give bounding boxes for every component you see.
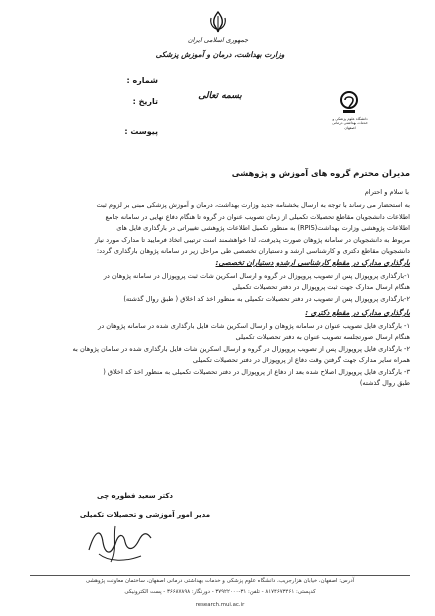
paragraph [33,200,410,258]
footer-address: آدرس: اصفهان، خیابان هزارجریب، دانشگاه علوم پزشکی و خدمات بهداشتی درمانی اصفهان، ساختمان معاونت پژوهشی [85,578,355,584]
ministry-title: وزارت بهداشت، درمان و آموزش پزشکی [155,50,285,59]
list-item: طبق روال گذشته) [359,379,410,388]
attachment-label: پیوست : [124,127,158,136]
section2-list [33,321,410,389]
number-label: شماره : [126,76,158,85]
list-item: هنگام ارسال صورتجلسه تصویب عنوان به دفتر تحصیلات تکمیلی [235,333,410,342]
section2-title: بارگذاری مدارک در مقطع دکتری : [305,308,410,317]
footer-contact: کدپستی: ۸۱۷۴۶۷۳۴۶۱ - تلفن: ۳۱-۳۷۹۲۲۰۰۰ - دورنگار: ۳۶۶۸۷۸۹۸ - پست الکترونیکی [124,589,316,595]
republic-title: جمهوری اسلامی ایران [187,36,249,44]
footer-website[interactable]: research.mui.ac.ir [195,602,245,608]
basmala: بسمه تعالی [198,91,242,101]
list-item: ۳- بارگذاری فایل پروپوزال اصلاح شده بعد از دفاع از پروپوزال در دفتر تحصیلات تکمیلی به منظور اخذ کد اخلاق ( [103,367,410,376]
paragraph-line: مربوط به دانشجویان در سامانه پژوهان صورت پذیرفت، لذا خواهشمند است ترتیبی اتخاذ فرمایید تا مدارک مورد نیاز [95,235,410,244]
paragraph-line: به استحضار می رساند با توجه به ارسال بخشنامه جدید وزارت بهداشت، درمان و آموزش پزشکی مبنی بر لزوم ثبت [96,201,410,209]
list-item: ۲-بارگذاری پروپوزال پس از تصویب در دفتر تحصیلات تکمیلی به منظور اخذ کد اخلاق ( طبق روال گذشته) [123,294,410,303]
list-item: ۱-بارگذاری پروپوزال پس از تصویب پروپوزال در گروه و ارسال اسکرین شات ثبت پروپوزال در سامانه پژوهان در [103,272,410,280]
university-name: دانشگاه علوم پزشکی و خدمات بهداشتی درمانی اصفهان [332,117,368,130]
section1-title: بارگذاری مدارک در مقطع کارشناسی ارشدو دستیاران تخصصی: [215,258,410,267]
list-item: همراه سایر مدارک جهت گرفتن وقت دفاع از پروپوزال در دفتر تحصیلات تکمیلی [192,356,410,365]
section1-list [33,271,410,305]
university-logo-icon [337,90,361,116]
signer-title: مدیر امور آموزشی و تحصیلات تکمیلی [79,511,211,519]
iran-emblem-icon [206,10,230,34]
greeting: با سلام و احترام [364,188,409,196]
date-label: تاریخ : [132,97,158,106]
list-item: هنگام ارسال مدارک جهت ثبت پروپوزال در دفتر تحصیلات تکمیلی [232,283,410,292]
list-item: ۲- بارگذاری فایل پروپوزال پس از تصویب پروپوزال در گروه و ارسال اسکرین شات فایل بارگذاری شده در سامان پژوهان به [72,344,410,353]
handwritten-signature [85,520,155,566]
list-item: ۱- بارگذاری فایل تصویب عنوان در سامانه پژوهان و ارسال اسکرین شات فایل بارگذاری شده در سامانه پژوهان در [98,322,410,330]
paragraph-line: اطلاعات پژوهشی وزارت بهداشت(RPIS) به منظور تکمیل اطلاعات پژوهشی تغییراتی در بارگذاری فایل های [116,224,410,233]
signer-name: دکتر سعید فطوره چی [96,492,173,500]
footer-divider [30,575,410,576]
paragraph-line: اطلاعات دانشجویان مقاطع تحصیلات تکمیلی از زمان تصویب عنوان در گروه تا هنگام دفاع نهایی در سامانه جامع [105,212,410,221]
recipient: مدیران محترم گروه های آموزش و پژوهشی [231,168,410,178]
paragraph-line: دانشجویان مقاطع دکتری و کارشناسی ارشد و دستیاران تخصصی طی مراحل زیر در سامانه پژوهان بارگذاری گردد: [96,247,410,256]
